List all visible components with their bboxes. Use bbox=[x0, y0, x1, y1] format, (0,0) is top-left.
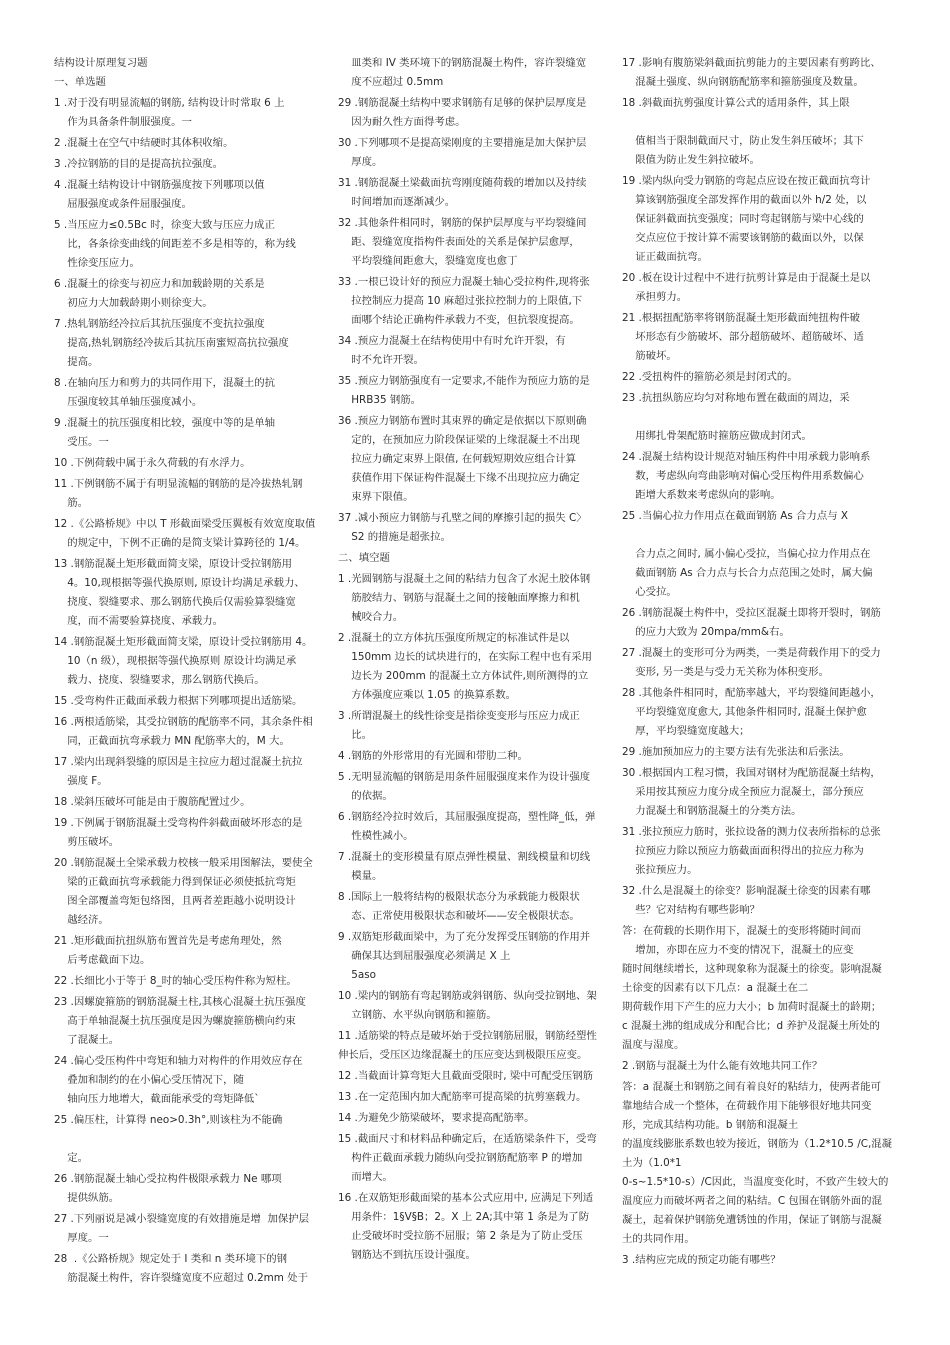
question-item: 13 .在一定范围内加大配筋率可提高梁的抗剪塞载力。 bbox=[338, 1091, 587, 1103]
question-item: 11 .下例钢筋不属于有明显流幅的钢筋的是冷拔热轧钢 筋。 bbox=[54, 478, 303, 509]
question-item: 1 .对于没有明显流幅的钢筋, 结构设计时常取 6 上 作为具备条件制服强度。一 bbox=[54, 97, 285, 128]
document-title: 结构设计原理复习题 bbox=[54, 57, 148, 69]
question-item: 答：a 混凝土和钢筋之间有着良好的粘结力，使两者能可 靠地结合成一个整体，在荷载作用下能够很好地共同变 形，完成其结构功能。b 钢筋和混凝土 的温度线膨胀系数也较为接近，钢筋为（1.2*10.5 /C,混凝 土为（1.0*1 0-s~1.5*10-s）/C因此，当温度变化时，不致产生较大的 温度应力而破坏两者之间的粘结。C 包围在钢筋外面的混 凝土，起着保护钢筋免遭锈蚀的作用，保证了钢筋与混凝 土的共同作用。 bbox=[622, 1081, 893, 1245]
question-item: 26 .钢筋混凝土构件中，受拉区混凝土即将开裂时，钢筋 的应力大致为 20mpa/mm&右。 bbox=[622, 607, 881, 638]
question-item: 22 .长细比小于等于 8_时的轴心受压构件称为短柱。 bbox=[54, 975, 297, 987]
section-heading: 二、填空题 bbox=[338, 552, 390, 564]
question-item: 28 .《公路桥规》规定处于 I 类和 n 类环境下的钢 筋混凝土构件，容许裂缝宽度不应超过 0.2mm 处于 bbox=[54, 1253, 309, 1284]
section-heading: 一、单选题 bbox=[54, 76, 106, 88]
question-item: 33 .一根已设计好的预应力混凝土轴心受拉构件,现将张 拉控制应力提高 10 麻超过张拉控制力的上限值,下 面哪个结论正确构件承载力不变，但抗裂度提高。 bbox=[338, 276, 590, 326]
column-middle bbox=[338, 54, 610, 1267]
question-item: 3 .冷拉钢筋的目的是提高抗拉强度。 bbox=[54, 158, 224, 170]
question-item: 30 .根据国内工程习惯，我国对钢材为配筋混凝土结构， 采用按其预应力度分成全预应力混凝土，部分预应 力混凝土和钢筋混凝土的分类方法。 bbox=[622, 767, 881, 817]
question-item: 15 .受弯构件正截面承载力根据下列哪项提出适筋梁。 bbox=[54, 695, 303, 707]
question-item: 21 .根据扭配筋率将钢筋混凝土矩形截面纯扭构件破 坏形态有少筋破坏、部分超筋破坏、超筋破坏、适 筋破坏。 bbox=[622, 312, 864, 362]
question-item: 2 .钢筋与混凝土为什么能有效地共同工作？ bbox=[622, 1060, 823, 1072]
question-item: 21 .矩形截面抗扭纵筋布置首先是考虑角理处，然 后考虑截面下边。 bbox=[54, 935, 282, 966]
question-item: 30 .下列哪项不是提高梁刚度的主要措施是加大保护层 厚度。 bbox=[338, 137, 587, 168]
question-item: 16 .两根适筋梁，其受拉钢筋的配筋率不同，其余条件相 同，正截面抗弯承载力 MN 配筋率大的，M 大。 bbox=[54, 716, 313, 747]
question-item: 32 .什么是混凝土的徐变？影响混凝土徐变的因素有哪 些？它对结构有哪些影响？ bbox=[622, 885, 871, 916]
question-item: 5 .当压应力≤0.5Bc 时，徐变大致与压应力成正 比，各条徐变曲线的间距差不多是相等的，称为线 性徐变压应力。 bbox=[54, 219, 296, 269]
question-item: 8 .国际上一般将结构的极限状态分为承载能力极限状 态、正常使用极限状态和破坏——安全极限状态。 bbox=[338, 891, 580, 922]
question-item: 8 .在轴向压力和剪力的共同作用下，混凝土的抗 压强度较其单轴压强度减小。 bbox=[54, 377, 276, 408]
question-item: 14 .为避免少筋梁破坏，要求提高配筋率。 bbox=[338, 1112, 535, 1124]
question-item: 16 .在双筋矩形截面梁的基本公式应用中, 应满足下列适 用条件：1§V§B；2。X 上 2A;其中第 1 条是为了防 止受破坏时受拉筋不屈服；第 2 条是为了防止受压 钢筋达不到抗压设计强度。 bbox=[338, 1192, 594, 1261]
question-item: 34 .预应力混凝土在结构使用中有时允许开裂，有 时不允许开裂。 bbox=[338, 335, 566, 366]
question-item: 27 .混凝土的变形可分为两类，一类是荷载作用下的受力 变形, 另一类是与受力无关称为体积变形。 bbox=[622, 647, 881, 678]
question-item: 12 .《公路桥规》中以 T 形截面梁受压翼板有效宽度取值 的规定中，下例不正确的是简支梁计算跨径的 1/4。 bbox=[54, 518, 316, 549]
question-item: 24 .偏心受压构件中弯矩和轴力对构件的作用效应存在 叠加和制约的在小偏心受压情况下，随 轴向压力地增大，截面能承受的弯矩降低` bbox=[54, 1055, 303, 1105]
question-item: 28 .其他条件相同时，配筋率越大，平均裂缝间距越小， 平均裂缝宽度愈大, 其他条件相同时, 混凝土保护愈 厚，平均裂缝宽度越大； bbox=[622, 687, 881, 737]
question-item: 29 .钢筋混凝土结构中要求钢筋有足够的保护层厚度是 因为耐久性方面得考虑。 bbox=[338, 97, 587, 128]
column-right bbox=[622, 54, 898, 1272]
question-item: 4 .钢筋的外形常用的有光圆和带肋二种。 bbox=[338, 750, 528, 762]
question-item: 17 .梁内出现斜裂缝的原因是主拉应力超过混凝土抗拉 强度 F。 bbox=[54, 756, 303, 787]
question-item: 14 .钢筋混凝土矩形截面简支梁，原设计受拉钢筋用 4。 10（n 级），现根据等强代换原则 原设计均满足承 载力、挠度、裂缝要求，那么钢筋代换后。 bbox=[54, 636, 313, 686]
question-item: 31 .张拉预应力筋时，张拉设备的测力仪表所指标的总张 拉预应力除以预应力筋截面面积得出的拉应力称为 张拉预应力。 bbox=[622, 826, 881, 876]
question-item: 20 .钢筋混凝土全梁承载力校核一般采用图解法，要使全 梁的正截面抗弯承载能力得到保证必须使抵抗弯矩 图全部覆盖弯矩包络图，且两者差距越小说明设计 越经济。 bbox=[54, 857, 313, 926]
question-item: 19 .下例属于钢筋混凝土受弯构件斜截面破坏形态的是 剪压破坏。 bbox=[54, 817, 303, 848]
question-item: 10 .梁内的钢筋有弯起钢筋或斜钢筋、纵向受拉钢地、架 立钢筋、水平纵向钢筋和箍筋。 bbox=[338, 990, 597, 1021]
question-item: 23 .抗扭纵筋应均匀对称地布置在截面的周边，采 用绑扎骨架配筋时箍筋应做成封闭式。 bbox=[622, 392, 850, 442]
question-item: 2 .混凝土在空气中结硬时其体积收缩。 bbox=[54, 137, 234, 149]
question-item: 20 .板在设计过程中不进行抗剪计算是由于混凝土是以 承担剪力。 bbox=[622, 272, 871, 303]
question-item: 13 .钢筋混凝土矩形截面简支梁，原设计受拉钢筋用 4。10,现根据等强代换原则, 原设计均满足承载力、 挠度、裂缝要求、那么钢筋代换后仅需验算裂缝宽 度，而不需要验算挠度、承载力。 bbox=[54, 558, 305, 627]
question-item: 11 .适筋梁的特点是破坏始于受拉钢筋屈服，钢筋经塑性 伸长后，受压区边缘混凝土的压应变达到极限压应变。 bbox=[338, 1030, 597, 1061]
question-item: 1 .光圆钢筋与混凝土之间的粘结力包含了水泥土胶体钢 筋胶结力、钢筋与混凝土之间的接触面摩擦力和机 械咬合力。 bbox=[338, 573, 591, 623]
question-item: 31 .钢筋混凝土梁截面抗弯刚度随荷载的增加以及持续 时间增加而逐渐减少。 bbox=[338, 177, 587, 208]
question-item: 22 .受扭构件的箍筋必须是封闭式的。 bbox=[622, 371, 798, 383]
question-item: 皿类和 IV 类环境下的钢筋混凝土构件，容许裂缝宽 度不应超过 0.5mm bbox=[351, 57, 587, 88]
question-item: 23 .因螺旋箍筋的钢筋混凝土柱,其核心混凝土抗压强度 高于单轴混凝土抗压强度是因为螺旋箍筋横向约束 了混凝土。 bbox=[54, 996, 306, 1046]
question-item: 9 .双筋矩形截面梁中，为了充分发挥受压钢筋的作用并 确保其达到屈服强度必须满足 X 上 5aso bbox=[338, 931, 591, 981]
question-item: 7 .热轧钢筋经冷拉后其抗压强度不变抗拉强度 提高,热轧钢筋经冷拔后其抗压南蜜短高抗拉强度 提高。 bbox=[54, 318, 289, 368]
question-item: 24 .混凝土结构设计规范对轴压构件中用承载力影响系 数，考虑纵向弯曲影响对偏心受压构件用系数偏心 距增大系数来考虑纵向的影响。 bbox=[622, 451, 871, 501]
question-item: 18 .斜截面抗剪强度计算公式的适用条件，其上限 值相当于限制截面尺寸，防止发生斜压破坏；其下 限值为防止发生斜拉破坏。 bbox=[622, 97, 864, 166]
question-item: 18 .梁斜压破坏可能是由于腹筋配置过少。 bbox=[54, 796, 251, 808]
question-item: 25 .偏压柱，计算得 neo>0.3h°,则该柱为不能确 定。 bbox=[54, 1114, 283, 1164]
question-item: 5 .无明显流幅的钢筋是用条件屈服强度来作为设计强度 的依据。 bbox=[338, 771, 591, 802]
question-item: 10 .下例荷载中属于永久荷载的有水浮力。 bbox=[54, 457, 251, 469]
question-item: 29 .施加预加应力的主要方法有先张法和后张法。 bbox=[622, 746, 850, 758]
question-item: 35 .预应力钢筋强度有一定要求,不能作为预应力筋的是 HRB35 钢筋。 bbox=[338, 375, 590, 406]
question-item: 4 .混凝土结构设计中钢筋强度按下列哪项以值 屈服强度或条件屈服强度。 bbox=[54, 179, 265, 210]
question-item: 12 .当截面计算弯矩大且截面受限时, 梁中可配受压钢筋 bbox=[338, 1070, 594, 1082]
question-item: 27 .下列丽说是减小裂缝宽度的有效措施是增 加保护层 厚度。一 bbox=[54, 1213, 310, 1244]
question-item: 6 .混凝土的徐变与初应力和加载龄期的关系是 初应力大加载龄期小则徐变大。 bbox=[54, 278, 265, 309]
question-item: 3 .结构应完成的预定功能有哪些？ bbox=[622, 1254, 781, 1266]
column-left bbox=[54, 54, 326, 1290]
question-item: 25 .当偏心拉力作用点在截面钢筋 As 合力点与 X 合力点之间时, 属小偏心受拉，当偏心拉力作用点在 截面钢筋 As 合力点与长合力点范围之处时，属大偏 心受拉。 bbox=[622, 510, 873, 598]
question-item: 26 .钢筋混凝土轴心受拉构件极限承载力 Ne 哪项 提供纵筋。 bbox=[54, 1173, 282, 1204]
question-item: 7 .混凝土的变形模量有原点弹性模量、割线模量和切线 模量。 bbox=[338, 851, 591, 882]
question-item: 36 .预应力钢筋布置时其束界的确定是依据以下原则确 定的，在预加应力阶段保证梁的上缘混凝土不出现 拉应力确定束界上限值, 在何载短期效应组合计算 获值作用下保证构件混凝土下缘不出现拉应力确定 束界下限值。 bbox=[338, 415, 587, 503]
question-item: 6 .钢筋经冷拉时效后，其屈服强度提高，塑性降_低，弹 性模性减小。 bbox=[338, 811, 596, 842]
question-item: 17 .影响有腹筋梁斜截面抗剪能力的主要因素有剪跨比、 混凝土强度、纵向钢筋配筋率和箍筋强度及数量。 bbox=[622, 57, 881, 88]
question-item: 19 .梁内纵向受力钢筋的弯起点应设在按正截面抗弯计 算该钢筋强度全部发挥作用的截面以外 h/2 处，以 保证斜截面抗变强度；同时弯起钢筋与梁中心线的 交点应位于按计算不需要该钢筋的截面以外，以保 证正截面抗弯。 bbox=[622, 175, 871, 263]
question-item: 2 .混凝土的立方体抗压强度所规定的标准试件是以 150mm 边长的试块进行的，在实际工程中也有采用 边长为 200mm 的混凝土立方体试件,则所测得的立 方体强度应乘以 1.05 的换算系数。 bbox=[338, 632, 593, 701]
question-item: 37 .减小预应力钢筋与孔壁之间的摩擦引起的损失 C〉 S2 的措施是超张拉。 bbox=[338, 512, 587, 543]
question-item: 3 .所谓混凝土的线性徐变是指徐变变形与压应力成正 比。 bbox=[338, 710, 580, 741]
question-item: 答：在荷载的长期作用下，混凝土的变形将随时间而 增加，亦即在应力不变的情况下，混凝土的应变 随时间继续增长，这种现象称为混凝土的徐变。影响混凝 土徐变的因素有以下几点：a 混凝土在二 期荷载作用下产生的应力大小；b 加荷时混凝土的龄期； c 混凝土沸的组成成分和配合比；d 养护及混凝土所处的 温度与湿度。 bbox=[622, 925, 882, 1051]
question-item: 9 .混凝土的抗压强度相比较，强度中等的是单轴 受压。一 bbox=[54, 417, 276, 448]
question-item: 32 .其他条件相同时，钢筋的保护层厚度与平均裂缝间 距、裂缝宽度指构件表面处的关系是保护层愈厚， 平均裂缝间距愈大，裂缝宽度也愈丁 bbox=[338, 217, 587, 267]
question-item: 15 .截面尺寸和材料品种确定后，在适筋梁条件下，受弯 构件正截面承载力随纵向受拉钢筋配筋率 P 的增加 而增大。 bbox=[338, 1133, 597, 1183]
